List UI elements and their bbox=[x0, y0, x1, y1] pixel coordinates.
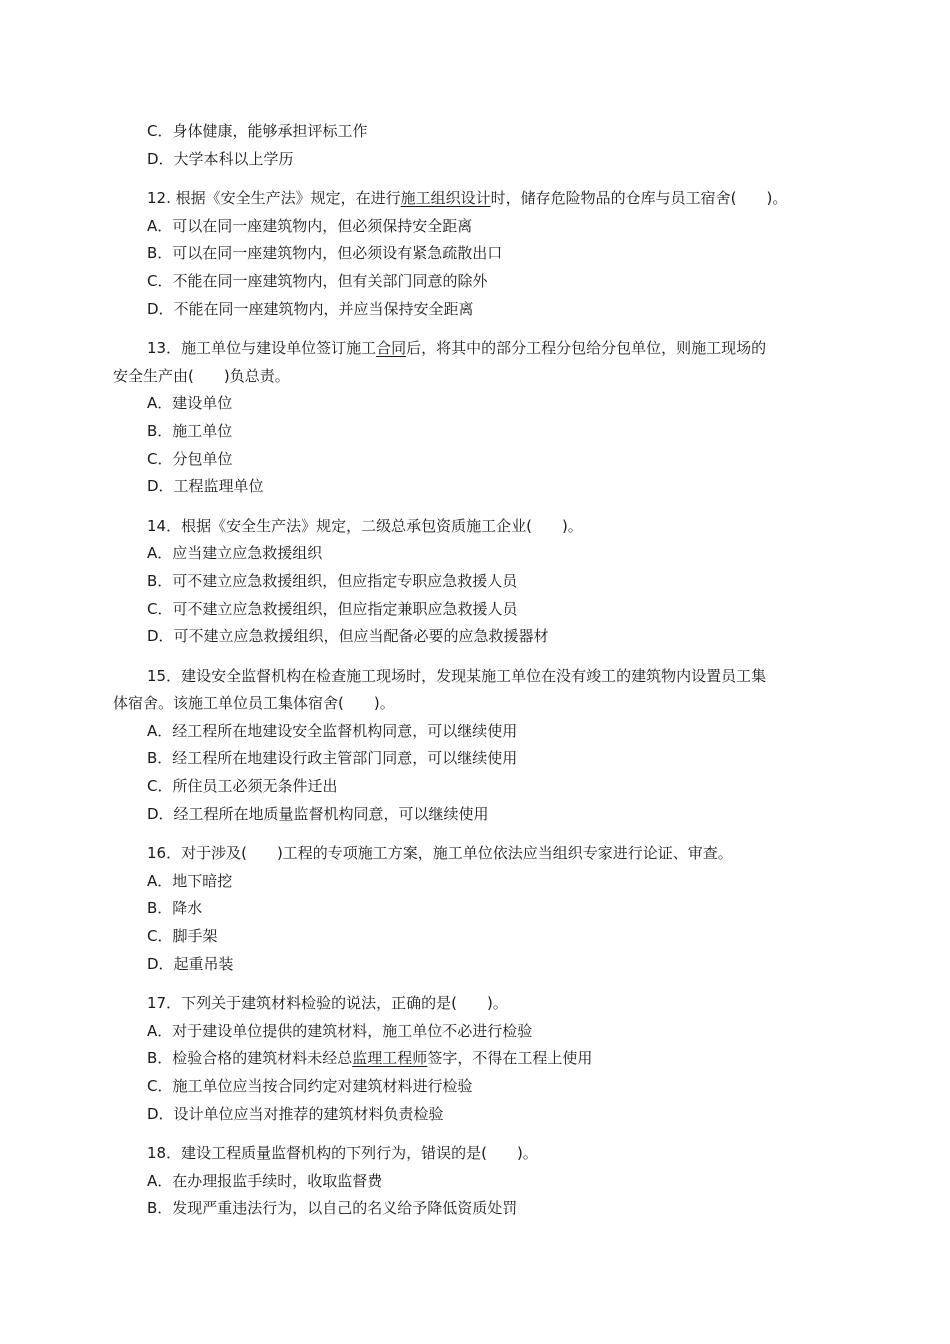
question-stem: 17．下列关于建筑材料检验的说法，正确的是( )。 bbox=[147, 994, 508, 1013]
option-b: B．可不建立应急救援组织，但应指定专职应急救援人员 bbox=[147, 571, 518, 590]
option-d: D．经工程所在地质量监督机构同意，可以继续使用 bbox=[147, 804, 489, 823]
question-stem bbox=[113, 185, 843, 213]
question-stem: 18．建设工程质量监督机构的下列行为，错误的是( )。 bbox=[147, 1144, 538, 1163]
spacer bbox=[113, 978, 843, 990]
stem-text: 后，将其中的部分工程分包给分包单位，则施工现场的 bbox=[406, 339, 767, 358]
question-stem: 15．建设安全监督机构在检查施工现场时，发现某施工单位在没有竣工的建筑物内设置员工集 bbox=[147, 666, 767, 685]
question-stem bbox=[113, 335, 843, 363]
term-link[interactable]: 施工组织设计 bbox=[400, 189, 491, 208]
option-b: B．发现严重违法行为，以自己的名义给予降低资质处罚 bbox=[147, 1199, 518, 1218]
question-13 bbox=[113, 335, 843, 501]
stem-text: 时，储存危险物品的仓库与员工宿舍( )。 bbox=[490, 189, 788, 208]
question-12 bbox=[113, 185, 843, 323]
option-c: C．身体健康，能够承担评标工作 bbox=[147, 122, 368, 140]
option-text: 签字，不得在工程上使用 bbox=[427, 1049, 593, 1068]
option-c: C．所住员工必须无条件迁出 bbox=[147, 777, 338, 796]
term-link[interactable]: 监理工程师 bbox=[352, 1049, 428, 1068]
stem-text: 12. 根据《安全生产法》规定，在进行 bbox=[147, 189, 401, 208]
option-d: D．可不建立应急救援组织，但应当配备必要的应急救援器材 bbox=[147, 627, 549, 646]
option-d: D．不能在同一座建筑物内，并应当保持安全距离 bbox=[147, 299, 474, 318]
question-stem: 14．根据《安全生产法》规定，二级总承包资质施工企业( )。 bbox=[147, 516, 583, 535]
option-b: B．施工单位 bbox=[147, 421, 233, 440]
option-b bbox=[113, 1045, 843, 1073]
stem-text: 13．施工单位与建设单位签订施工 bbox=[147, 339, 377, 358]
option-a: A．地下暗挖 bbox=[147, 871, 233, 890]
spacer bbox=[113, 1128, 843, 1140]
option-a: A．建设单位 bbox=[147, 394, 233, 413]
option-d: D．大学本科以上学历 bbox=[147, 149, 294, 168]
option-c: C．不能在同一座建筑物内，但有关部门同意的除外 bbox=[147, 271, 488, 290]
question-stem: 16．对于涉及( )工程的专项施工方案，施工单位依法应当组织专家进行论证、审查。 bbox=[147, 844, 733, 863]
option-a: A．经工程所在地建设安全监督机构同意，可以继续使用 bbox=[147, 721, 518, 740]
spacer bbox=[113, 323, 843, 335]
option-b: B．经工程所在地建设行政主管部门同意，可以继续使用 bbox=[147, 749, 518, 768]
option-b: B．降水 bbox=[147, 899, 203, 918]
spacer bbox=[113, 173, 843, 185]
option-d: D．工程监理单位 bbox=[147, 477, 264, 496]
question-15 bbox=[113, 663, 843, 829]
option-text: B．检验合格的建筑材料未经总 bbox=[147, 1049, 353, 1068]
option-c: C．可不建立应急救援组织，但应指定兼职应急救援人员 bbox=[147, 599, 518, 618]
spacer bbox=[113, 501, 843, 513]
option-d: D．起重吊装 bbox=[147, 954, 234, 973]
question-16 bbox=[113, 840, 843, 978]
option-d: D．设计单位应当对推荐的建筑材料负责检验 bbox=[147, 1104, 444, 1123]
question-18 bbox=[113, 1140, 843, 1223]
question-14 bbox=[113, 513, 843, 651]
option-c: C．脚手架 bbox=[147, 927, 218, 946]
question-17 bbox=[113, 990, 843, 1128]
option-c: C．施工单位应当按合同约定对建筑材料进行检验 bbox=[147, 1077, 473, 1095]
spacer bbox=[113, 828, 843, 840]
spacer bbox=[113, 651, 843, 663]
option-b: B．可以在同一座建筑物内，但必须设有紧急疏散出口 bbox=[147, 244, 503, 263]
question-list bbox=[113, 118, 843, 1223]
term-link[interactable]: 合同 bbox=[376, 339, 407, 358]
question-stem-continued: 体宿舍。该施工单位员工集体宿舍( )。 bbox=[113, 694, 395, 713]
option-a: A．在办理报监手续时，收取监督费 bbox=[147, 1171, 383, 1190]
question-stem-continued: 安全生产由( )负总责。 bbox=[113, 366, 290, 385]
option-a: A．对于建设单位提供的建筑材料，施工单位不必进行检验 bbox=[147, 1021, 533, 1040]
option-a: A．应当建立应急救援组织 bbox=[147, 544, 323, 563]
option-c: C．分包单位 bbox=[147, 449, 233, 468]
option-a: A．可以在同一座建筑物内，但必须保持安全距离 bbox=[147, 216, 473, 235]
